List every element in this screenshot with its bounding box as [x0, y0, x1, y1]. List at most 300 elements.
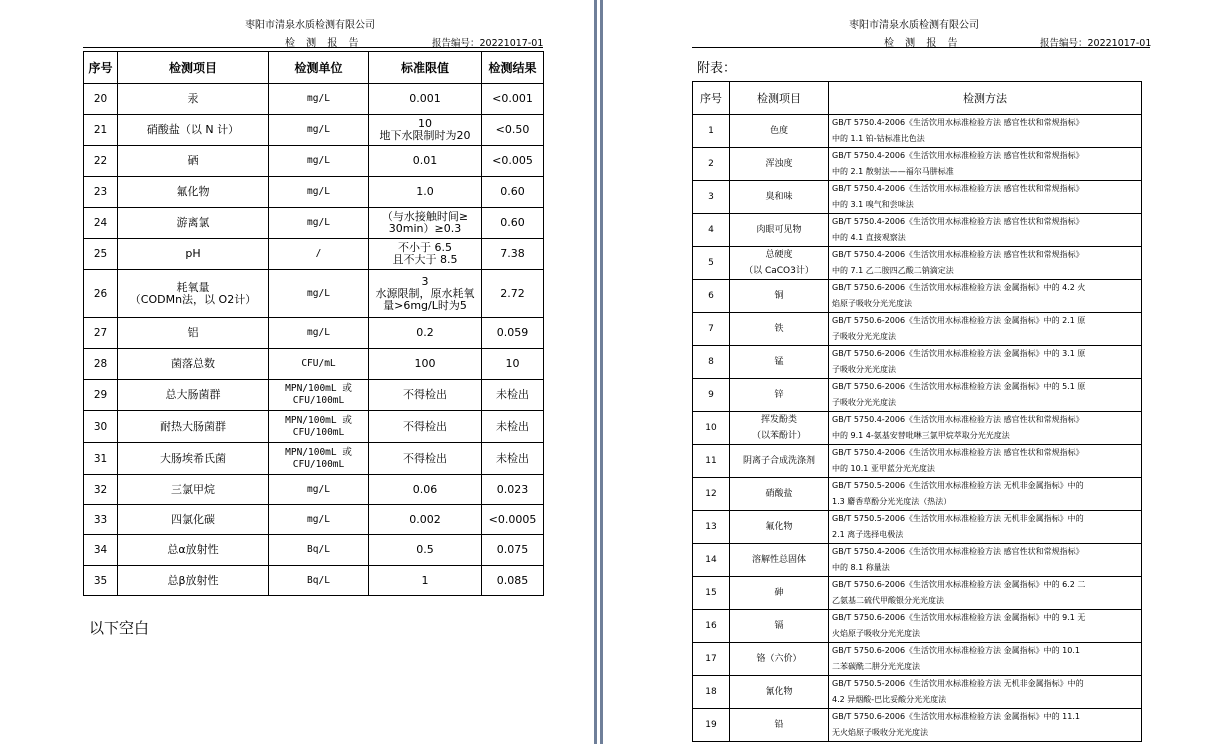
cell-item-text: 菌落总数 — [171, 357, 215, 370]
methods-cell-no — [693, 643, 730, 676]
cell-unit-text: CFU/100mL — [292, 426, 345, 438]
methods-cell-item-text: 挥发酚类 — [760, 415, 797, 425]
methods-cell-item-text: 色度 — [769, 126, 788, 136]
methods-cell-item-text: 氰化物 — [765, 687, 793, 697]
methods-cell-item — [730, 577, 829, 610]
cell-limit — [369, 566, 482, 596]
methods-cell-method — [829, 346, 1142, 379]
cell-item-text: 三氯甲烷 — [171, 482, 215, 496]
table-row — [84, 566, 544, 596]
table-row — [84, 270, 544, 318]
cell-limit-text: 0.001 — [409, 92, 441, 105]
cell-limit — [369, 505, 482, 535]
methods-cell-no-text: 5 — [708, 258, 714, 268]
cell-limit — [369, 270, 482, 318]
methods-cell-method — [829, 544, 1142, 577]
methods-cell-no — [693, 313, 730, 346]
cell-unit-text: mg/L — [307, 483, 330, 495]
methods-cell-method-text: GB/T 5750.6-2006《生活饮用水标准检验方法 金属指标》中的 2.1 原 — [832, 316, 1086, 325]
cell-result — [482, 505, 544, 535]
cell-result-text: 0.059 — [496, 326, 529, 339]
cell-result — [482, 208, 544, 239]
cell-limit-text: 水源限制，原水耗氧 — [375, 286, 475, 300]
methods-cell-method — [829, 115, 1142, 148]
header-no: 序号 — [84, 52, 118, 84]
cell-no — [84, 475, 118, 505]
methods-cell-no — [693, 577, 730, 610]
methods-cell-no-text: 17 — [705, 654, 717, 664]
cell-limit — [369, 146, 482, 177]
page-gutter — [592, 0, 604, 744]
methods-cell-method-text: GB/T 5750.5-2006《生活饮用水标准检验方法 无机非金属指标》中的 — [832, 481, 1084, 490]
cell-result-text: 7.38 — [500, 247, 525, 260]
methods-cell-method — [829, 412, 1142, 445]
cell-no — [84, 411, 118, 443]
methods-cell-item-text: 镉 — [774, 621, 784, 631]
methods-cell-item — [730, 709, 829, 742]
cell-unit-text: mg/L — [307, 93, 330, 104]
cell-result-text: 0.085 — [496, 573, 529, 587]
header-limit: 标准限值 — [369, 52, 482, 84]
methods-cell-item — [730, 313, 829, 346]
methods-cell-no-text: 4 — [708, 225, 714, 235]
cell-unit — [269, 443, 369, 475]
methods-row — [693, 676, 1142, 709]
table-row — [84, 239, 544, 270]
methods-cell-method-text: GB/T 5750.4-2006《生活饮用水标准检验方法 感官性状和常规指标》 — [832, 448, 1084, 457]
cell-result-text: 未检出 — [496, 451, 529, 465]
cell-item — [118, 239, 269, 270]
cell-unit — [269, 270, 369, 318]
cell-limit-text: 量>6mg/L时为5 — [383, 298, 467, 312]
cell-no — [84, 566, 118, 596]
methods-cell-method-text: GB/T 5750.6-2006《生活饮用水标准检验方法 金属指标》中的 11.1 — [832, 712, 1080, 721]
cell-unit-text: mg/L — [307, 124, 330, 135]
cell-limit-text: 不得检出 — [403, 388, 447, 401]
methods-row — [693, 280, 1142, 313]
cell-unit — [269, 505, 369, 535]
cell-no-text: 26 — [93, 287, 108, 300]
cell-result — [482, 239, 544, 270]
methods-cell-no-text: 14 — [705, 555, 717, 565]
methods-cell-no — [693, 148, 730, 181]
methods-cell-item — [730, 445, 829, 478]
blank-below-note: 以下空白 — [89, 619, 150, 637]
cell-item — [118, 535, 269, 566]
cell-limit — [369, 208, 482, 239]
methods-cell-method-text: 中的 9.1 4-氨基安替吡啉三氯甲烷萃取分光光度法 — [832, 431, 1010, 440]
cell-item — [118, 208, 269, 239]
methods-cell-method — [829, 280, 1142, 313]
methods-cell-method-text: GB/T 5750.4-2006《生活饮用水标准检验方法 感官性状和常规指标》 — [832, 184, 1084, 193]
cell-unit — [269, 239, 369, 270]
header-item: 检测项目 — [118, 52, 269, 84]
table-row — [84, 146, 544, 177]
header-result: 检测结果 — [482, 52, 544, 84]
methods-cell-item-text: 砷 — [774, 588, 784, 598]
cell-item-text: 游离氯 — [176, 216, 210, 229]
cell-item-text: 汞 — [187, 92, 199, 105]
cell-item-text: 硒 — [187, 154, 199, 167]
cell-result-text: 0.60 — [500, 185, 525, 198]
table-row — [84, 115, 544, 146]
methods-cell-no-text: 9 — [708, 390, 714, 400]
methods-cell-method-text: GB/T 5750.4-2006《生活饮用水标准检验方法 感官性状和常规指标》 — [832, 415, 1084, 424]
report-page-left — [0, 0, 592, 744]
cell-limit-text: 1 — [421, 573, 429, 587]
cell-unit-text: MPN/100mL 或 — [285, 383, 352, 394]
cell-no-text: 31 — [93, 452, 108, 465]
methods-cell-item-text: 阴离子合成洗涤剂 — [742, 456, 815, 466]
methods-cell-item — [730, 115, 829, 148]
methods-cell-no — [693, 280, 730, 313]
methods-cell-no — [693, 412, 730, 445]
cell-limit-text: 100 — [414, 357, 436, 370]
methods-cell-no-text: 3 — [708, 192, 714, 202]
cell-limit — [369, 239, 482, 270]
cell-item-text: 总大肠菌群 — [165, 388, 221, 401]
cell-result-text: 未检出 — [496, 388, 529, 401]
appendix-title: 附表： — [697, 61, 737, 76]
methods-cell-method — [829, 247, 1142, 280]
methods-row — [693, 214, 1142, 247]
methods-row — [693, 115, 1142, 148]
cell-limit-text: 1.0 — [416, 185, 434, 198]
cell-no-text: 35 — [93, 574, 108, 587]
cell-item — [118, 84, 269, 115]
cell-result — [482, 318, 544, 349]
methods-cell-no-text: 1 — [708, 126, 714, 136]
cell-no — [84, 115, 118, 146]
table-row — [84, 535, 544, 566]
methods-cell-item-text: 溶解性总固体 — [751, 555, 806, 565]
cell-item-text: 四氯化碳 — [171, 512, 215, 526]
methods-cell-no-text: 15 — [705, 588, 717, 598]
cell-limit-text: 且不大于 8.5 — [392, 253, 458, 266]
methods-cell-item — [730, 643, 829, 676]
methods-cell-method-text: GB/T 5750.6-2006《生活饮用水标准检验方法 金属指标》中的 5.1 原 — [832, 382, 1086, 391]
methods-cell-method-text: 中的 4.1 直接观察法 — [832, 233, 906, 242]
methods-cell-no — [693, 544, 730, 577]
methods-cell-method — [829, 643, 1142, 676]
cell-no-text: 28 — [93, 358, 108, 370]
cell-limit-text: 0.01 — [412, 154, 438, 167]
cell-no-text: 29 — [93, 389, 108, 401]
table-row — [84, 443, 544, 475]
methods-row — [693, 379, 1142, 412]
methods-cell-item-text: 铅 — [774, 720, 784, 730]
cell-item-text: 总α放射性 — [167, 543, 219, 556]
cell-limit — [369, 475, 482, 505]
cell-unit-text: mg/L — [307, 513, 330, 525]
methods-cell-method-text: 子吸收分光光度法 — [832, 365, 896, 374]
cell-result — [482, 177, 544, 208]
cell-result-text: 0.60 — [500, 216, 525, 229]
methods-cell-no-text: 18 — [705, 687, 717, 697]
methods-cell-item — [730, 511, 829, 544]
cell-result-text: <0.0005 — [488, 512, 537, 526]
methods-row — [693, 544, 1142, 577]
methods-cell-method — [829, 181, 1142, 214]
cell-item — [118, 505, 269, 535]
company-name-right: 枣阳市清泉水质检测有限公司 — [849, 20, 979, 31]
cell-item — [118, 318, 269, 349]
cell-limit — [369, 349, 482, 380]
methods-cell-method-text: 中的 7.1 乙二胺四乙酸二钠滴定法 — [832, 266, 954, 275]
cell-limit-text: 3 — [421, 274, 429, 288]
cell-unit — [269, 115, 369, 146]
methods-cell-method — [829, 676, 1142, 709]
report-number-right: 报告编号：20221017-01 — [1040, 38, 1152, 49]
methods-cell-method-text: 子吸收分光光度法 — [832, 398, 896, 407]
cell-no-text: 34 — [93, 544, 108, 556]
cell-result-text: 未检出 — [496, 419, 529, 433]
cell-limit — [369, 443, 482, 475]
methods-cell-method-text: 中的 3.1 嗅气和尝味法 — [832, 200, 914, 209]
methods-cell-item-text: 铬（六价） — [756, 654, 802, 664]
methods-cell-method-text: GB/T 5750.4-2006《生活饮用水标准检验方法 感官性状和常规指标》 — [832, 118, 1084, 127]
methods-row — [693, 148, 1142, 181]
methods-cell-method-text: GB/T 5750.5-2006《生活饮用水标准检验方法 无机非金属指标》中的 — [832, 679, 1084, 688]
cell-unit-text: Bq/L — [307, 544, 330, 555]
methods-cell-method-text: GB/T 5750.4-2006《生活饮用水标准检验方法 感官性状和常规指标》 — [832, 250, 1084, 259]
cell-unit-text: CFU/100mL — [292, 395, 345, 406]
methods-cell-item — [730, 247, 829, 280]
cell-no — [84, 443, 118, 475]
methods-cell-method — [829, 478, 1142, 511]
methods-cell-item-text: 肉眼可见物 — [756, 225, 802, 235]
methods-cell-method — [829, 313, 1142, 346]
methods-cell-item-text: （以苯酚计） — [751, 431, 806, 441]
cell-result-text: 10 — [505, 357, 520, 370]
cell-limit — [369, 318, 482, 349]
methods-cell-method-text: 中的 2.1 散射法——福尔马肼标准 — [832, 167, 954, 176]
methods-cell-method — [829, 379, 1142, 412]
methods-cell-no-text: 8 — [708, 357, 714, 367]
cell-item-text: 硝酸盐（以 N 计） — [146, 123, 240, 136]
methods-cell-no — [693, 247, 730, 280]
cell-no-text: 33 — [93, 513, 108, 526]
cell-no — [84, 318, 118, 349]
cell-result — [482, 566, 544, 596]
methods-cell-item-text: 锰 — [774, 357, 784, 367]
cell-no-text: 27 — [93, 327, 108, 339]
methods-cell-item — [730, 280, 829, 313]
cell-result — [482, 475, 544, 505]
cell-result — [482, 380, 544, 411]
cell-limit-text: 30min）≥0.3 — [388, 222, 462, 235]
cell-unit — [269, 318, 369, 349]
cell-no — [84, 505, 118, 535]
methods-cell-no — [693, 445, 730, 478]
table-row — [84, 318, 544, 349]
methods-cell-method — [829, 445, 1142, 478]
cell-limit-text: （与水接触时间≥ — [381, 210, 469, 223]
cell-no-text: 20 — [93, 93, 108, 105]
cell-limit-text: 0.06 — [412, 482, 438, 496]
methods-cell-item — [730, 676, 829, 709]
methods-cell-method-text: GB/T 5750.6-2006《生活饮用水标准检验方法 金属指标》中的 4.2 火 — [832, 283, 1086, 292]
cell-result — [482, 349, 544, 380]
cell-no-text: 25 — [93, 248, 108, 260]
cell-no — [84, 208, 118, 239]
cell-limit — [369, 380, 482, 411]
cell-limit — [369, 177, 482, 208]
cell-item — [118, 270, 269, 318]
methods-cell-method — [829, 214, 1142, 247]
methods-cell-item — [730, 148, 829, 181]
cell-no — [84, 146, 118, 177]
cell-unit-text: mg/L — [307, 287, 330, 299]
cell-item-text: 耗氧量 — [176, 280, 210, 294]
methods-cell-item-text: 臭和味 — [765, 192, 793, 202]
methods-row — [693, 709, 1142, 742]
table-row — [84, 177, 544, 208]
methods-cell-item — [730, 412, 829, 445]
cell-result-text: <0.50 — [495, 123, 530, 136]
cell-unit — [269, 475, 369, 505]
methods-cell-method-text: 2.1 离子选择电极法 — [832, 530, 904, 539]
header-unit: 检测单位 — [269, 52, 369, 84]
methods-cell-no — [693, 379, 730, 412]
cell-no — [84, 349, 118, 380]
methods-cell-method — [829, 511, 1142, 544]
methods-cell-no-text: 2 — [708, 159, 714, 169]
methods-cell-no — [693, 676, 730, 709]
methods-row — [693, 445, 1142, 478]
methods-row — [693, 346, 1142, 379]
methods-row — [693, 313, 1142, 346]
methods-cell-method-text: 无火焰原子吸收分光光度法 — [832, 728, 928, 737]
cell-no-text: 22 — [93, 155, 108, 167]
cell-item-text: （CODMn法，以 O2计） — [129, 292, 257, 306]
methods-cell-method-text: GB/T 5750.4-2006《生活饮用水标准检验方法 感官性状和常规指标》 — [832, 217, 1084, 226]
cell-limit — [369, 84, 482, 115]
cell-result — [482, 84, 544, 115]
methods-cell-item — [730, 214, 829, 247]
cell-no — [84, 535, 118, 566]
cell-result-text: 0.075 — [496, 543, 529, 556]
cell-unit — [269, 177, 369, 208]
methods-cell-method-text: 1.3 麝香草酚分光光度法（热法） — [832, 497, 952, 506]
cell-no-text: 32 — [93, 483, 108, 496]
cell-limit-text: 0.002 — [409, 512, 441, 526]
methods-cell-item-text: 铜 — [774, 291, 784, 301]
methods-cell-no — [693, 214, 730, 247]
cell-item-text: 氟化物 — [176, 185, 210, 198]
cell-unit — [269, 411, 369, 443]
methods-cell-method-text: GB/T 5750.6-2006《生活饮用水标准检验方法 金属指标》中的 10.1 — [832, 646, 1080, 655]
methods-cell-no — [693, 610, 730, 643]
methods-cell-item-text: 锌 — [774, 390, 784, 400]
table-row — [84, 208, 544, 239]
cell-unit — [269, 566, 369, 596]
methods-cell-method — [829, 577, 1142, 610]
cell-item — [118, 475, 269, 505]
cell-unit-text: mg/L — [307, 217, 330, 228]
methods-row — [693, 511, 1142, 544]
cell-unit-text: mg/L — [307, 186, 330, 197]
methods-cell-no-text: 10 — [705, 423, 717, 433]
methods-cell-method-text: 中的 1.1 铂-钴标准比色法 — [832, 134, 925, 143]
cell-result-text: 0.023 — [496, 482, 529, 496]
methods-row — [693, 643, 1142, 676]
methods-cell-item-text: 氟化物 — [765, 522, 793, 532]
cell-item — [118, 443, 269, 475]
methods-cell-no-text: 16 — [705, 621, 717, 631]
cell-item — [118, 380, 269, 411]
cell-result — [482, 535, 544, 566]
methods-row — [693, 247, 1142, 280]
cell-item — [118, 177, 269, 208]
cell-item — [118, 566, 269, 596]
methods-cell-no — [693, 478, 730, 511]
methods-cell-no-text: 13 — [705, 522, 717, 532]
cell-limit-text: 不得检出 — [403, 419, 447, 433]
cell-no — [84, 380, 118, 411]
methods-cell-item-text: 铁 — [774, 324, 784, 334]
methods-cell-item-text: 总硬度 — [765, 250, 793, 260]
methods-cell-method-text: 焰原子吸收分光光度法 — [832, 299, 912, 308]
results-table — [83, 51, 544, 596]
cell-unit — [269, 349, 369, 380]
methods-cell-no-text: 12 — [705, 489, 717, 499]
table-row — [84, 349, 544, 380]
cell-result — [482, 411, 544, 443]
cell-limit-text: 不得检出 — [403, 451, 447, 465]
methods-cell-item-text: 硝酸盐 — [765, 489, 793, 499]
methods-table — [692, 81, 1142, 742]
table-row — [84, 380, 544, 411]
cell-no — [84, 270, 118, 318]
methods-row — [693, 478, 1142, 511]
methods-cell-method-text: 子吸收分光光度法 — [832, 332, 896, 341]
cell-item — [118, 115, 269, 146]
table-header-row — [84, 52, 544, 84]
cell-item — [118, 146, 269, 177]
methods-cell-item — [730, 379, 829, 412]
methods-cell-method-text: 中的 8.1 称量法 — [832, 563, 890, 572]
methods-cell-method-text: GB/T 5750.4-2006《生活饮用水标准检验方法 感官性状和常规指标》 — [832, 547, 1084, 556]
cell-unit-text: CFU/100mL — [292, 458, 345, 470]
methods-header-no: 序号 — [693, 82, 730, 115]
cell-unit — [269, 146, 369, 177]
cell-limit-text: 0.5 — [416, 543, 434, 556]
cell-limit-text: 不小于 6.5 — [398, 241, 452, 254]
cell-limit — [369, 535, 482, 566]
cell-result-text: <0.005 — [492, 154, 533, 167]
cell-limit-text: 0.2 — [416, 326, 434, 339]
methods-cell-method — [829, 610, 1142, 643]
table-row — [84, 475, 544, 505]
methods-cell-no — [693, 181, 730, 214]
methods-cell-method — [829, 709, 1142, 742]
methods-cell-item-text: 浑浊度 — [765, 159, 793, 169]
methods-cell-method — [829, 148, 1142, 181]
methods-header-row — [693, 82, 1142, 115]
methods-cell-method-text: GB/T 5750.6-2006《生活饮用水标准检验方法 金属指标》中的 9.1 无 — [832, 613, 1086, 622]
cell-unit — [269, 84, 369, 115]
cell-result — [482, 443, 544, 475]
cell-no — [84, 239, 118, 270]
table-row — [84, 84, 544, 115]
cell-unit — [269, 208, 369, 239]
cell-no-text: 24 — [93, 217, 108, 229]
methods-cell-no-text: 7 — [708, 324, 714, 334]
cell-no — [84, 84, 118, 115]
methods-header-method: 检测方法 — [829, 82, 1142, 115]
methods-cell-method-text: 4.2 异烟酸-巴比妥酸分光光度法 — [832, 695, 947, 704]
